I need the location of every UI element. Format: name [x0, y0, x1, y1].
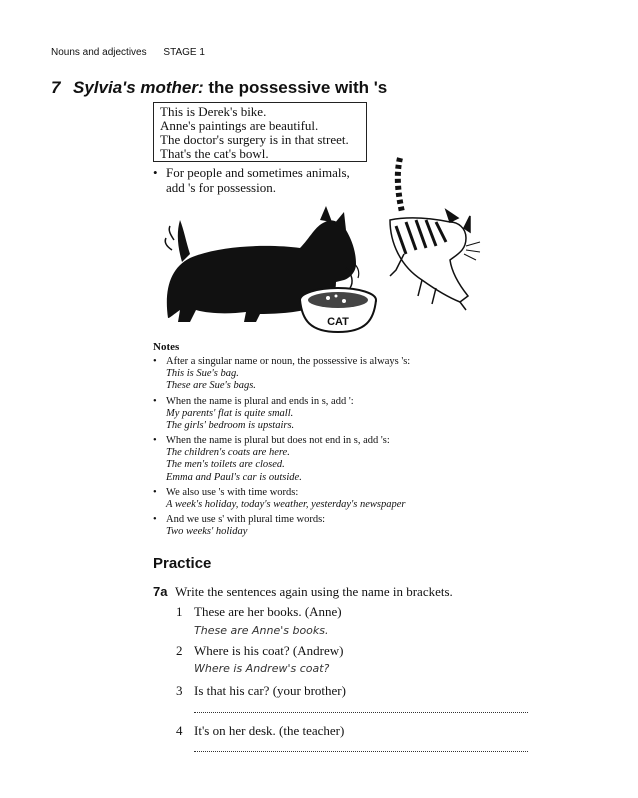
bowl-label: CAT: [327, 316, 349, 328]
note-example: Emma and Paul's car is outside.: [166, 471, 302, 483]
section-number: 7: [51, 78, 61, 97]
bullet-dot: •: [153, 356, 157, 367]
note-text: After a singular name or noun, the possessive is always 's:: [166, 356, 411, 367]
note-item: [153, 514, 483, 538]
item-question: Where is his coat? (Andrew): [194, 643, 344, 658]
bullet-dot: •: [153, 514, 157, 525]
item-answer: These are Anne's books.: [194, 624, 329, 637]
exercise-instruction: Write the sentences again using the name in brackets.: [175, 584, 453, 599]
example-line: This is Derek's bike.: [160, 104, 267, 119]
item-number: 3: [176, 683, 183, 698]
running-head: [51, 47, 219, 58]
page-title-italic: Sylvia's mother:: [73, 78, 204, 97]
bullet-dot: •: [153, 487, 157, 498]
item-number: 1: [176, 604, 183, 619]
answer-line[interactable]: [194, 751, 528, 752]
note-example: My parents' flat is quite small.: [166, 408, 294, 420]
page-title: [73, 78, 387, 98]
note-text: When the name is plural and ends in s, add ':: [166, 396, 354, 407]
notes-heading: Notes: [153, 341, 180, 353]
note-item: [153, 396, 483, 433]
note-text: When the name is plural but does not end in s, add 's:: [166, 435, 390, 446]
example-line: The doctor's surgery is in that street.: [160, 132, 349, 147]
cat-bowl-drawing: [300, 288, 376, 332]
bullet-dot: •: [153, 396, 157, 407]
note-text: We also use 's with time words:: [166, 487, 299, 498]
note-item: [153, 356, 483, 393]
note-example: The men's toilets are closed.: [166, 459, 285, 471]
example-line: That's the cat's bowl.: [160, 146, 269, 161]
note-example: A week's holiday, today's weather, yesterday's newspaper: [166, 499, 406, 511]
item-question: Is that his car? (your brother): [194, 683, 346, 698]
item-answer: Where is Andrew's coat?: [194, 662, 330, 675]
practice-heading: Practice: [153, 555, 212, 572]
note-item: [153, 487, 483, 511]
note-item: [153, 435, 483, 484]
answer-line[interactable]: [194, 712, 528, 713]
item-number: 4: [176, 723, 183, 738]
dog-and-cat-illustration: [160, 150, 490, 336]
note-example: The girls' bedroom is upstairs.: [166, 420, 295, 432]
running-head-section: Nouns and adjectives: [51, 47, 147, 58]
bullet-dot: •: [153, 435, 157, 446]
rule-line-2: add 's for possession.: [166, 179, 276, 195]
item-question: It's on her desk. (the teacher): [194, 723, 345, 738]
note-example: The children's coats are here.: [166, 447, 290, 459]
rule-line-1: For people and sometimes animals,: [166, 165, 350, 180]
item-number: 2: [176, 643, 183, 658]
note-example: This is Sue's bag.: [166, 368, 239, 380]
example-line: Anne's paintings are beautiful.: [160, 118, 319, 133]
bullet-dot: •: [153, 165, 158, 180]
note-example: These are Sue's bags.: [166, 380, 256, 392]
note-example: Two weeks' holiday: [166, 526, 248, 538]
page-title-rest: the possessive with 's: [203, 78, 388, 97]
cat-drawing: [390, 158, 480, 310]
exercise-number: 7a: [153, 584, 168, 599]
note-text: And we use s' with plural time words:: [166, 514, 326, 525]
running-head-stage: STAGE 1: [163, 47, 205, 58]
item-question: These are her books. (Anne): [194, 604, 342, 619]
